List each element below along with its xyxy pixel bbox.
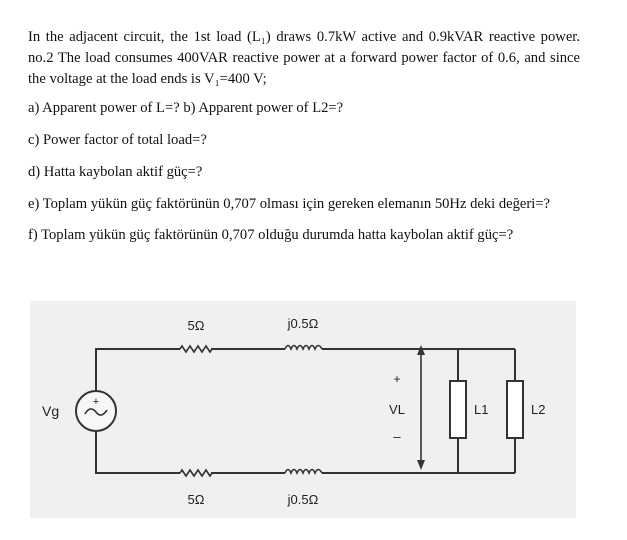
source-label: Vg [42,403,60,419]
r-bottom-label: 5Ω [187,492,205,507]
inductor-bottom [285,470,322,474]
problem-text [28,27,580,246]
wire-top-left [96,349,180,391]
vl-plus: + [393,372,401,386]
vl-minus: – [393,429,401,444]
resistor-bottom [180,470,213,476]
wire-bottom-left [96,431,180,473]
circuit-svg [30,301,576,518]
load2-label: L2 [531,402,546,417]
x-top-label: j0.5Ω [287,316,319,331]
inductor-top [285,346,322,350]
x-bottom-label: j0.5Ω [287,492,319,507]
question-f: f) Toplam yükün güç faktörünün 0,707 olduğu durumda hatta kaybolan aktif güç=? [28,227,514,243]
vl-arrow-icon [417,345,425,470]
load2-box [507,381,523,438]
load1-label: L1 [474,402,489,417]
vl-label: VL [389,402,405,417]
question-d: d) Hatta kaybolan aktif güç=? [28,164,203,180]
question-e: e) Toplam yükün güç faktörünün 0,707 olması için gereken elemanın 50Hz deki değeri=? [28,196,551,212]
problem-intro: In the adjacent circuit, the 1st load (L₁) draws 0.7kW active and 0.9kVAR reactive power. no.2 The load consumes 400VAR reactive power at a forward power factor of 0.6, and since the voltage at the load ends is V₁=400 V; [28,29,580,87]
circuit-diagram [30,301,576,518]
question-ab: a) Apparent power of L=? b) Apparent power of L2=? [28,100,344,116]
resistor-top [180,346,213,352]
load1-box [450,381,466,438]
source-plus: + [92,396,100,408]
r-top-label: 5Ω [187,318,205,333]
question-c: c) Power factor of total load=? [28,132,207,148]
